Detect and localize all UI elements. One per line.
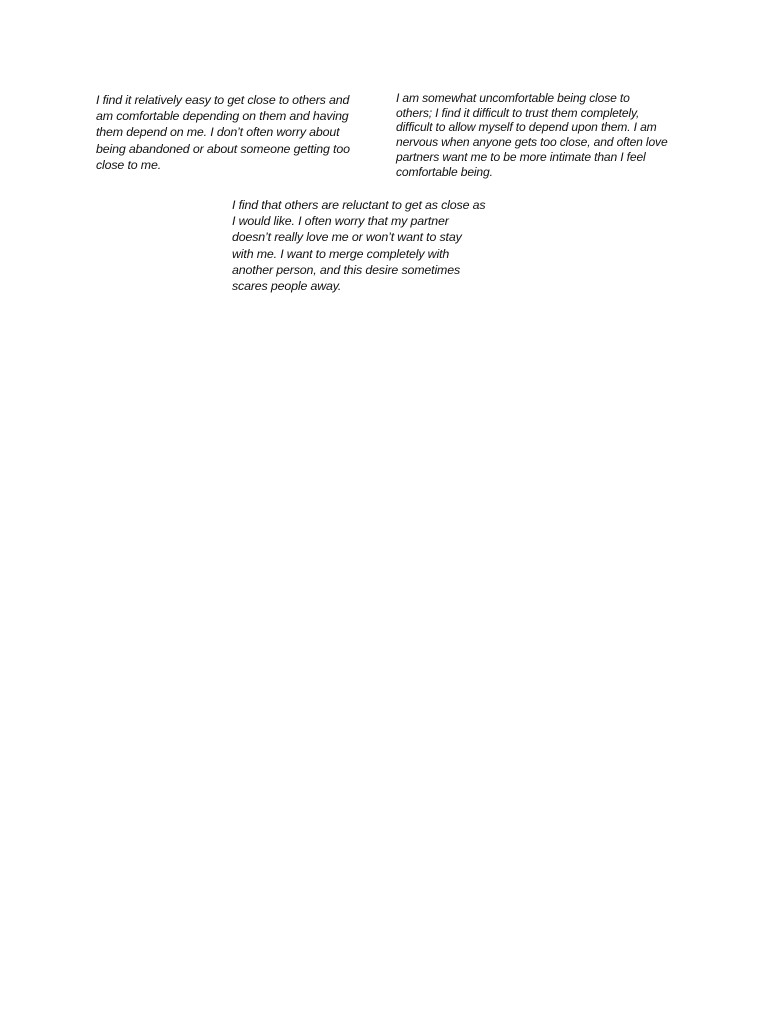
passage-line: I would like. I often worry that my partner (232, 214, 449, 229)
passage-line: others; I find it difficult to trust them completely, (396, 105, 640, 120)
passage-line: close to me. (96, 157, 161, 172)
passage-secure-style (96, 92, 350, 173)
passage-line: difficult to allow myself to depend upon them. I am (396, 120, 657, 135)
passage-line: being abandoned or about someone getting too (96, 141, 350, 156)
passage-line: I am somewhat uncomfortable being close to (396, 91, 630, 105)
passage-line: I find that others are reluctant to get as close as (232, 198, 486, 212)
passage-line: I find it relatively easy to get close to others and (96, 93, 350, 107)
passage-line: am comfortable depending on them and having (96, 109, 349, 124)
passage-line: comfortable being. (396, 164, 493, 179)
passage-line: another person, and this desire sometimes (232, 262, 461, 277)
passage-line: them depend on me. I don’t often worry about (96, 125, 340, 140)
passage-anxious-style (232, 197, 485, 294)
passage-line: scares people away. (232, 279, 342, 294)
passage-line: doesn’t really love me or won’t want to stay (232, 230, 462, 245)
passage-line: partners want me to be more intimate than I feel (396, 149, 646, 164)
passage-line: with me. I want to merge completely with (232, 246, 450, 261)
passage-avoidant-style (396, 91, 668, 179)
passage-line: nervous when anyone gets too close, and often love (396, 135, 668, 150)
